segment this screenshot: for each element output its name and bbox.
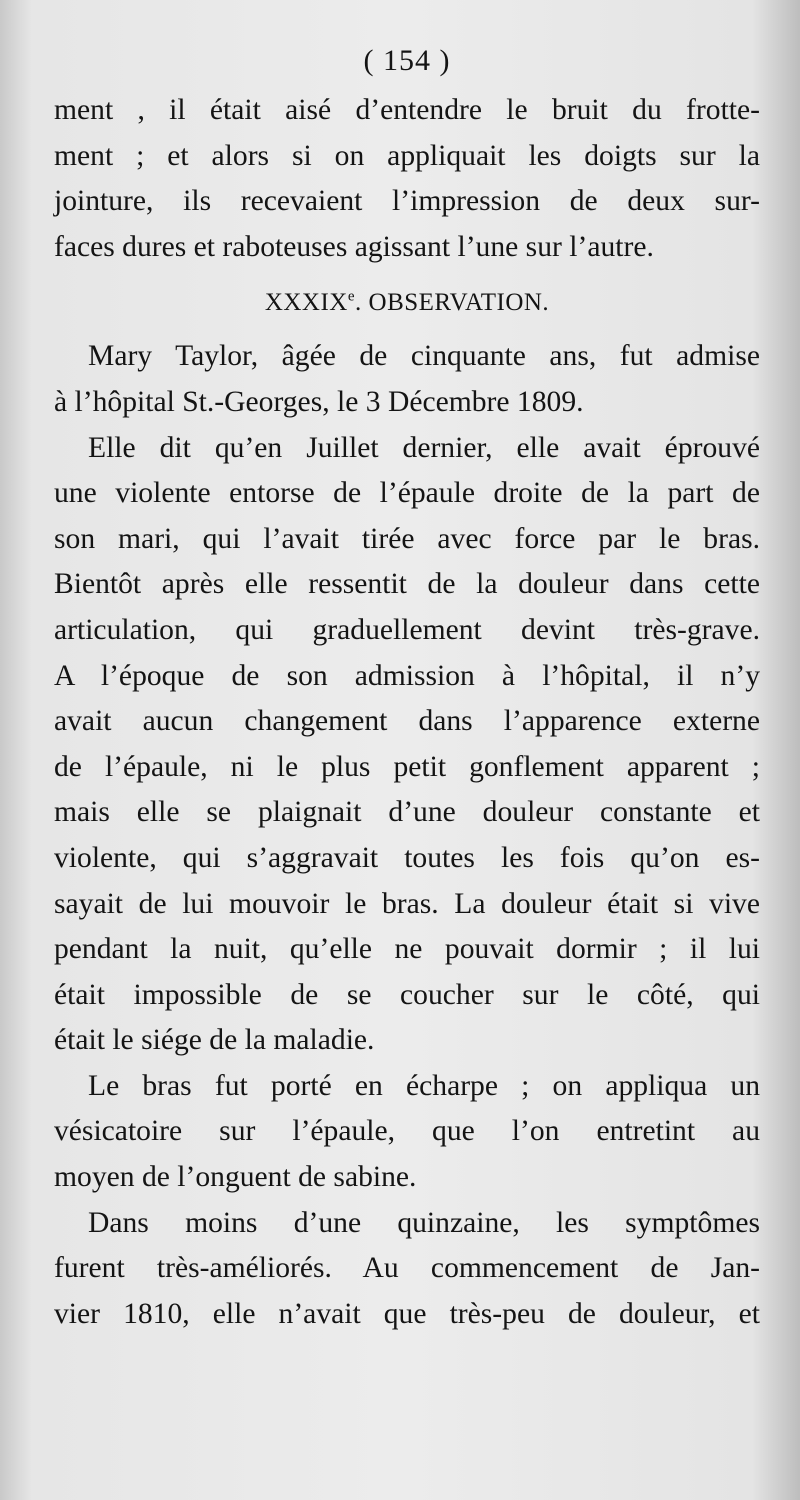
text-line: Le bras fut porté en écharpe ; on appliqua un	[88, 1069, 760, 1102]
text-line: Elle dit qu’en Juillet dernier, elle avait éprouvé	[88, 431, 760, 464]
heading-ordinal-suffix: e	[347, 289, 356, 306]
text-line: A l’époque de son admission à l’hôpital, il n’y	[54, 659, 760, 692]
text-line: était le siége de la maladie.	[54, 1024, 375, 1057]
text-line: Mary Taylor, âgée de cinquante ans, fut admise	[88, 340, 760, 373]
text-line: une violente entorse de l’épaule droite de la part de	[54, 477, 760, 510]
text-line: articulation, qui graduellement devint très-grave.	[54, 613, 760, 646]
text-line: moyen de l’onguent de sabine.	[54, 1161, 417, 1194]
text-line: jointure, ils recevaient l’impression de deux sur-	[54, 185, 760, 218]
page-number: ( 154 )	[363, 44, 451, 77]
text-line: Dans moins d’une quinzaine, les symptômes	[88, 1206, 760, 1239]
text-line: vier 1810, elle n’avait que très-peu de douleur, et	[54, 1297, 760, 1330]
paragraph-continuation	[54, 88, 760, 270]
text-line: violente, qui s’aggravait toutes les fois qu’on es-	[54, 841, 760, 874]
paragraph-history	[54, 426, 760, 1064]
text-line: son mari, qui l’avait tirée avec force par le bras.	[54, 522, 760, 555]
text-line: pendant la nuit, qu’elle ne pouvait dormir ; il lui	[54, 933, 760, 966]
text-block	[54, 34, 760, 1337]
text-line: ment , il était aisé d’entendre le bruit du frotte-	[54, 94, 760, 126]
heading-title: . OBSERVATION.	[355, 289, 550, 317]
text-line: était impossible de se coucher sur le côté, qui	[54, 978, 760, 1011]
text-line: ment ; et alors si on appliquait les doigts sur la	[54, 139, 760, 172]
text-line: à l’hôpital St.-Georges, le 3 Décembre 1809.	[54, 385, 584, 418]
text-line: faces dures et raboteuses agissant l’une sur l’autre.	[54, 230, 654, 263]
text-line: sayait de lui mouvoir le bras. La douleur était si vive	[54, 887, 760, 920]
text-line: de l’épaule, ni le plus petit gonflement apparent ;	[54, 750, 760, 783]
paragraph-improvement	[54, 1201, 760, 1338]
paragraph-admission	[54, 334, 760, 425]
text-line: vésicatoire sur l’épaule, que l’on entretint au	[54, 1115, 760, 1148]
text-line: avait aucun changement dans l’apparence externe	[54, 705, 760, 738]
text-line: mais elle se plaignait d’une douleur constante et	[54, 796, 760, 829]
heading-numeral: XXXIX	[264, 289, 348, 317]
paragraph-treatment	[54, 1064, 760, 1201]
text-line: furent très-améliorés. Au commencement de Jan-	[54, 1252, 760, 1285]
text-line: Bientôt après elle ressentit de la douleur dans cette	[54, 568, 760, 601]
section-heading	[54, 270, 760, 334]
